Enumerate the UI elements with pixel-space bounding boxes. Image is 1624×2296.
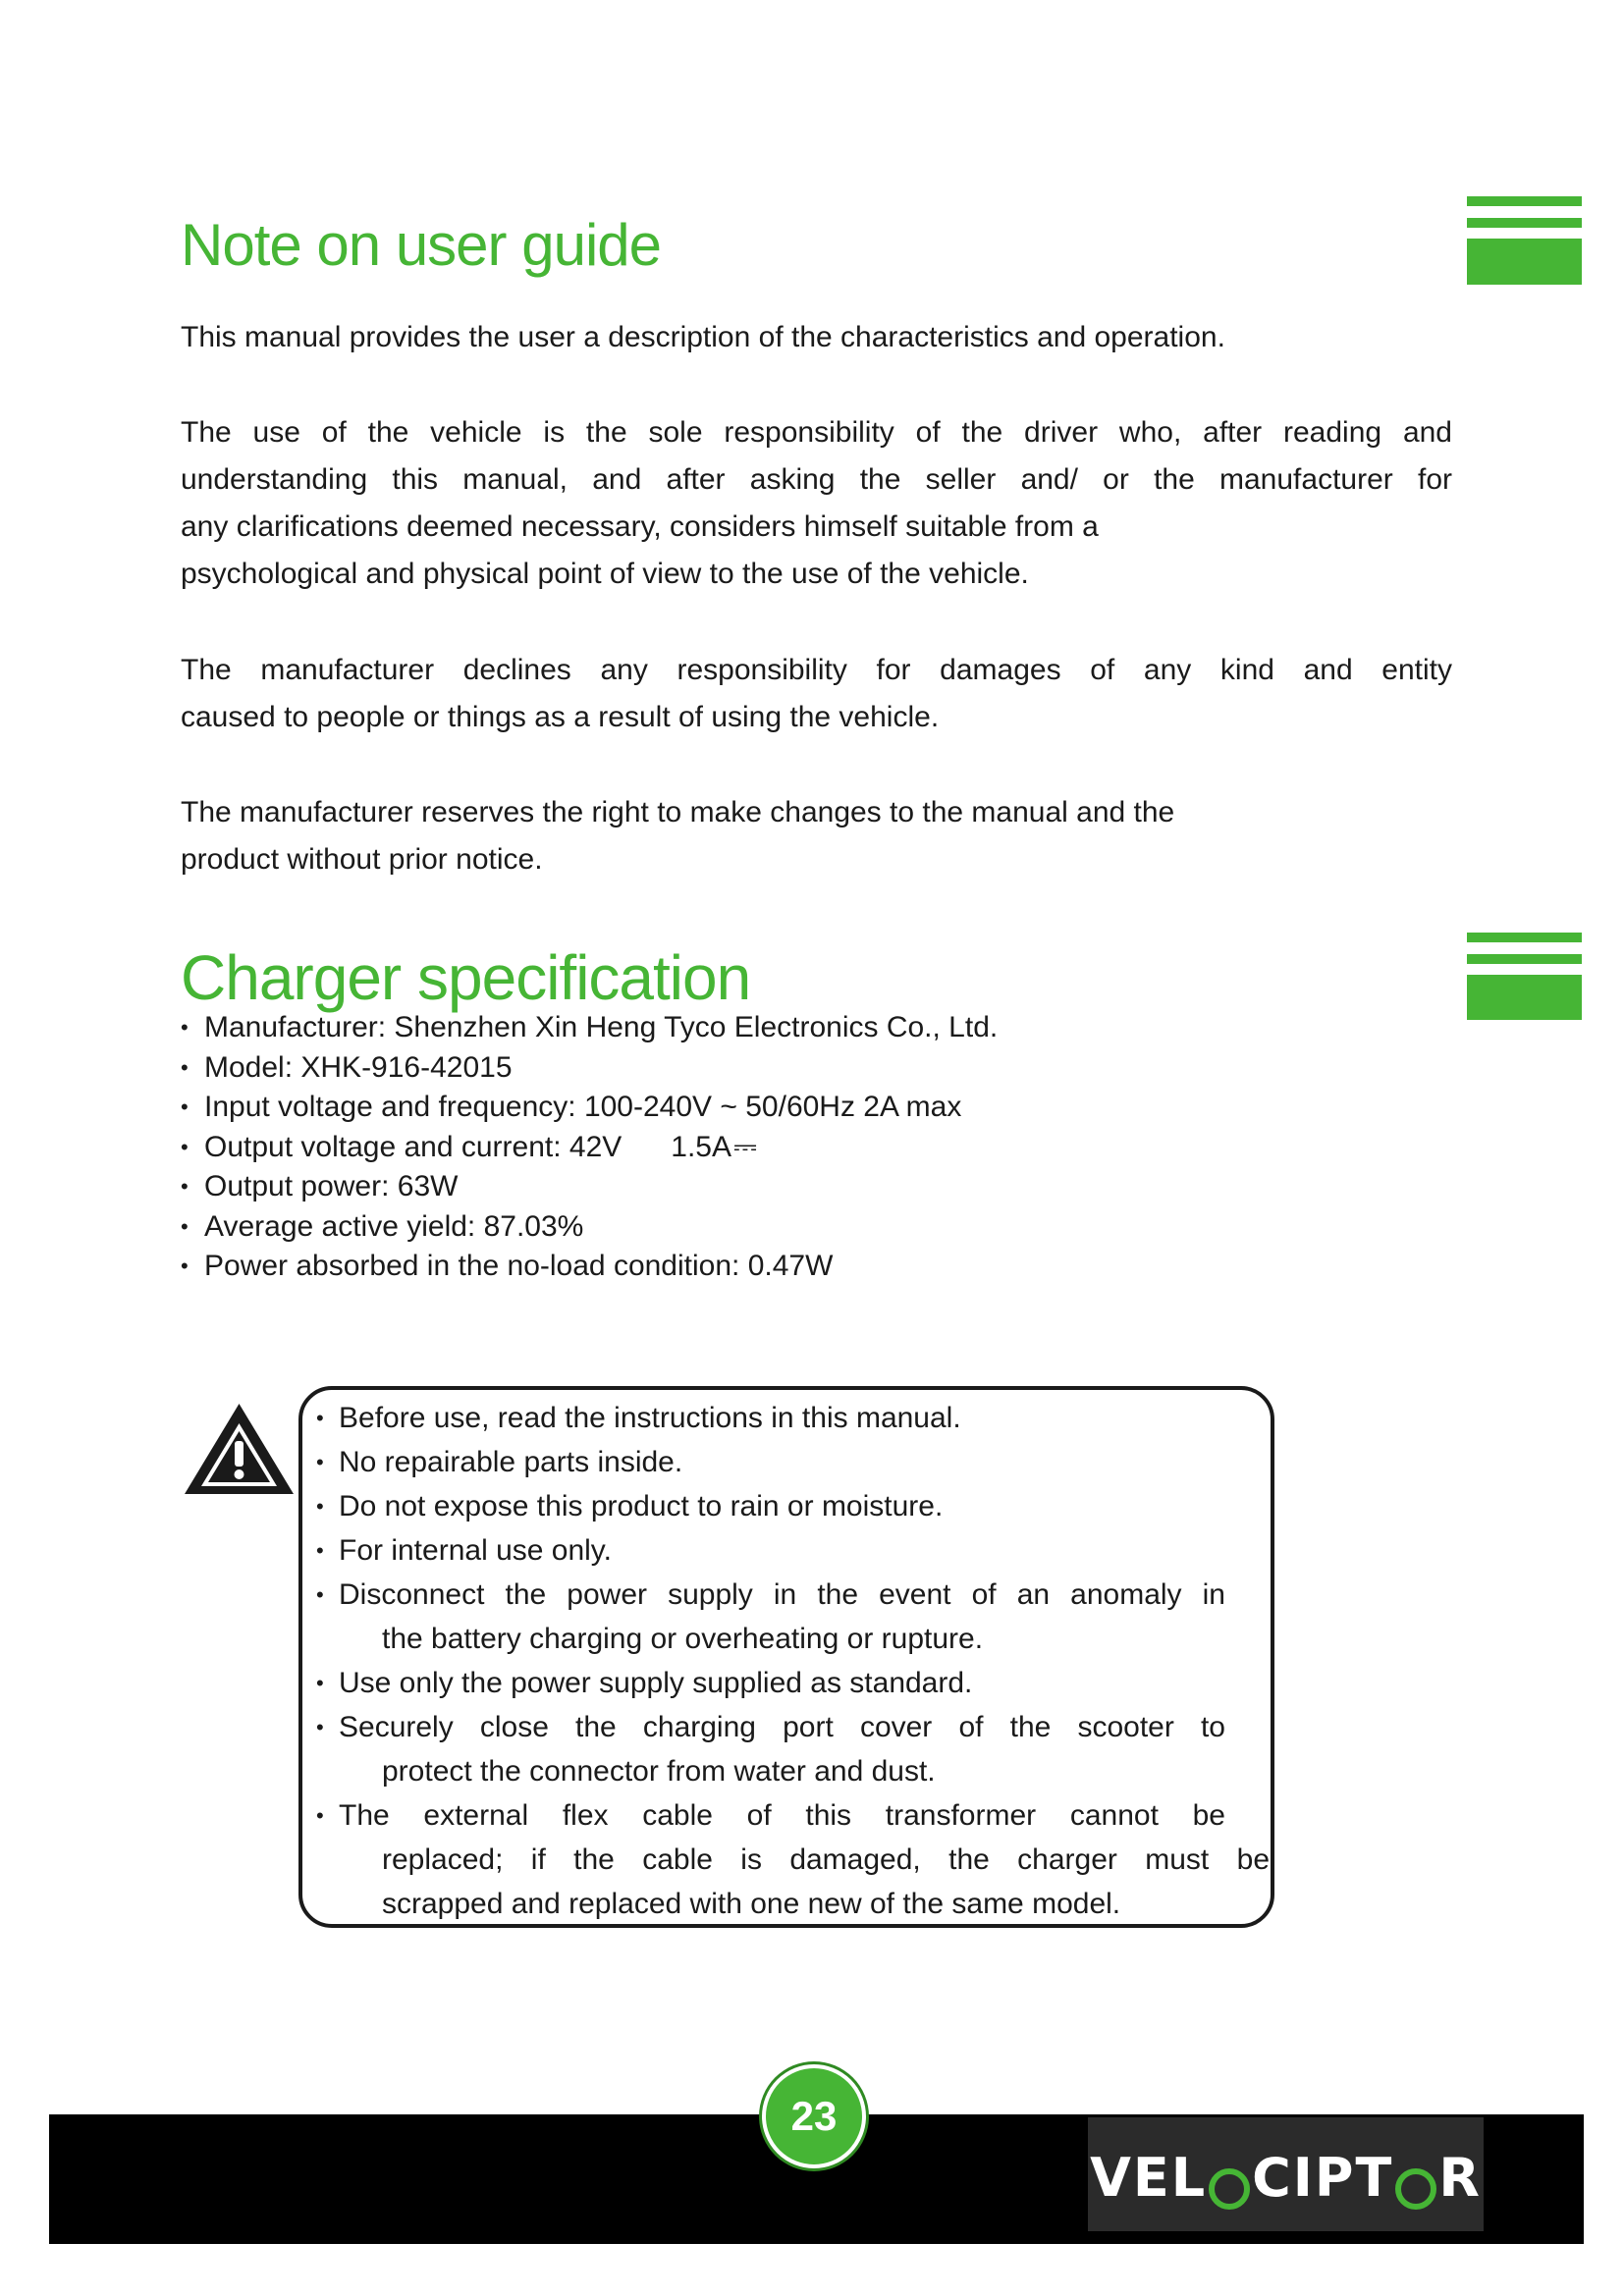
page-number: 23 — [762, 2064, 866, 2168]
spec-item: • Model: XHK-916-42015 — [181, 1048, 998, 1089]
paragraph-line: caused to people or things as a result of using the vehicle. — [181, 701, 940, 733]
paragraph-line: The manufacturer reserves the right to make changes to the manual and the — [181, 796, 1175, 828]
paragraph-line: psychological and physical point of view to the use of the vehicle. — [181, 558, 1029, 590]
spec-item: • Output voltage and current: 42V 1.5A⎓ — [181, 1128, 998, 1168]
section-marker-icon — [1467, 196, 1582, 285]
warning-item: • Use only the power supply supplied as standard. — [314, 1661, 1279, 1705]
paragraph-intro: This manual provides the user a description of the characteristics and operation. — [181, 321, 1225, 353]
warning-item: • The external flex cable of this transformer cannot be replaced; if the cable is damaged, the charger must be scrapped and replaced with one new of the same model. — [314, 1793, 1279, 1926]
spec-item: • Manufacturer: Shenzhen Xin Heng Tyco Electronics Co., Ltd. — [181, 1008, 998, 1048]
warning-item: • No repairable parts inside. — [314, 1440, 1279, 1484]
warning-list — [314, 1396, 1279, 1926]
spec-list — [181, 1008, 998, 1287]
spec-item: • Input voltage and frequency: 100-240V ~ 50/60Hz 2A max — [181, 1088, 998, 1128]
warning-item: • Do not expose this product to rain or moisture. — [314, 1484, 1279, 1528]
spec-item: • Average active yield: 87.03% — [181, 1207, 998, 1248]
brand-logo: VEL CIPT R — [1088, 2117, 1484, 2231]
warning-triangle-icon — [183, 1402, 296, 1496]
spec-item: • Power absorbed in the no-load condition: 0.47W — [181, 1247, 998, 1287]
spec-item: • Output power: 63W — [181, 1167, 998, 1207]
warning-item: • Disconnect the power supply in the event of an anomaly in the battery charging or overheating or rupture. — [314, 1573, 1279, 1661]
paragraph-responsibility — [181, 409, 1452, 598]
dc-symbol-icon: ⎓ — [733, 1130, 757, 1163]
section-marker-icon — [1467, 933, 1582, 1021]
section-title-charger: Charger specification — [181, 942, 751, 1013]
section-title-note: Note on user guide — [181, 212, 662, 278]
paragraph-changes — [181, 789, 1452, 883]
paragraph-line: The manufacturer declines any responsibility for damages of any kind and entity — [181, 654, 1452, 686]
paragraph-line: product without prior notice. — [181, 843, 543, 876]
warning-item: • Before use, read the instructions in this manual. — [314, 1396, 1279, 1440]
paragraph-liability — [181, 647, 1452, 741]
paragraph-line: understanding this manual, and after asking the seller and/ or the manufacturer for — [181, 463, 1452, 496]
warning-item: • For internal use only. — [314, 1528, 1279, 1573]
warning-item: • Securely close the charging port cover of the scooter to protect the connector from water and dust. — [314, 1705, 1279, 1793]
logo-o-icon — [1395, 2168, 1436, 2210]
paragraph-line: The use of the vehicle is the sole responsibility of the driver who, after reading and — [181, 416, 1452, 449]
logo-o-icon — [1209, 2168, 1250, 2210]
paragraph-line: any clarifications deemed necessary, considers himself suitable from a — [181, 510, 1099, 543]
